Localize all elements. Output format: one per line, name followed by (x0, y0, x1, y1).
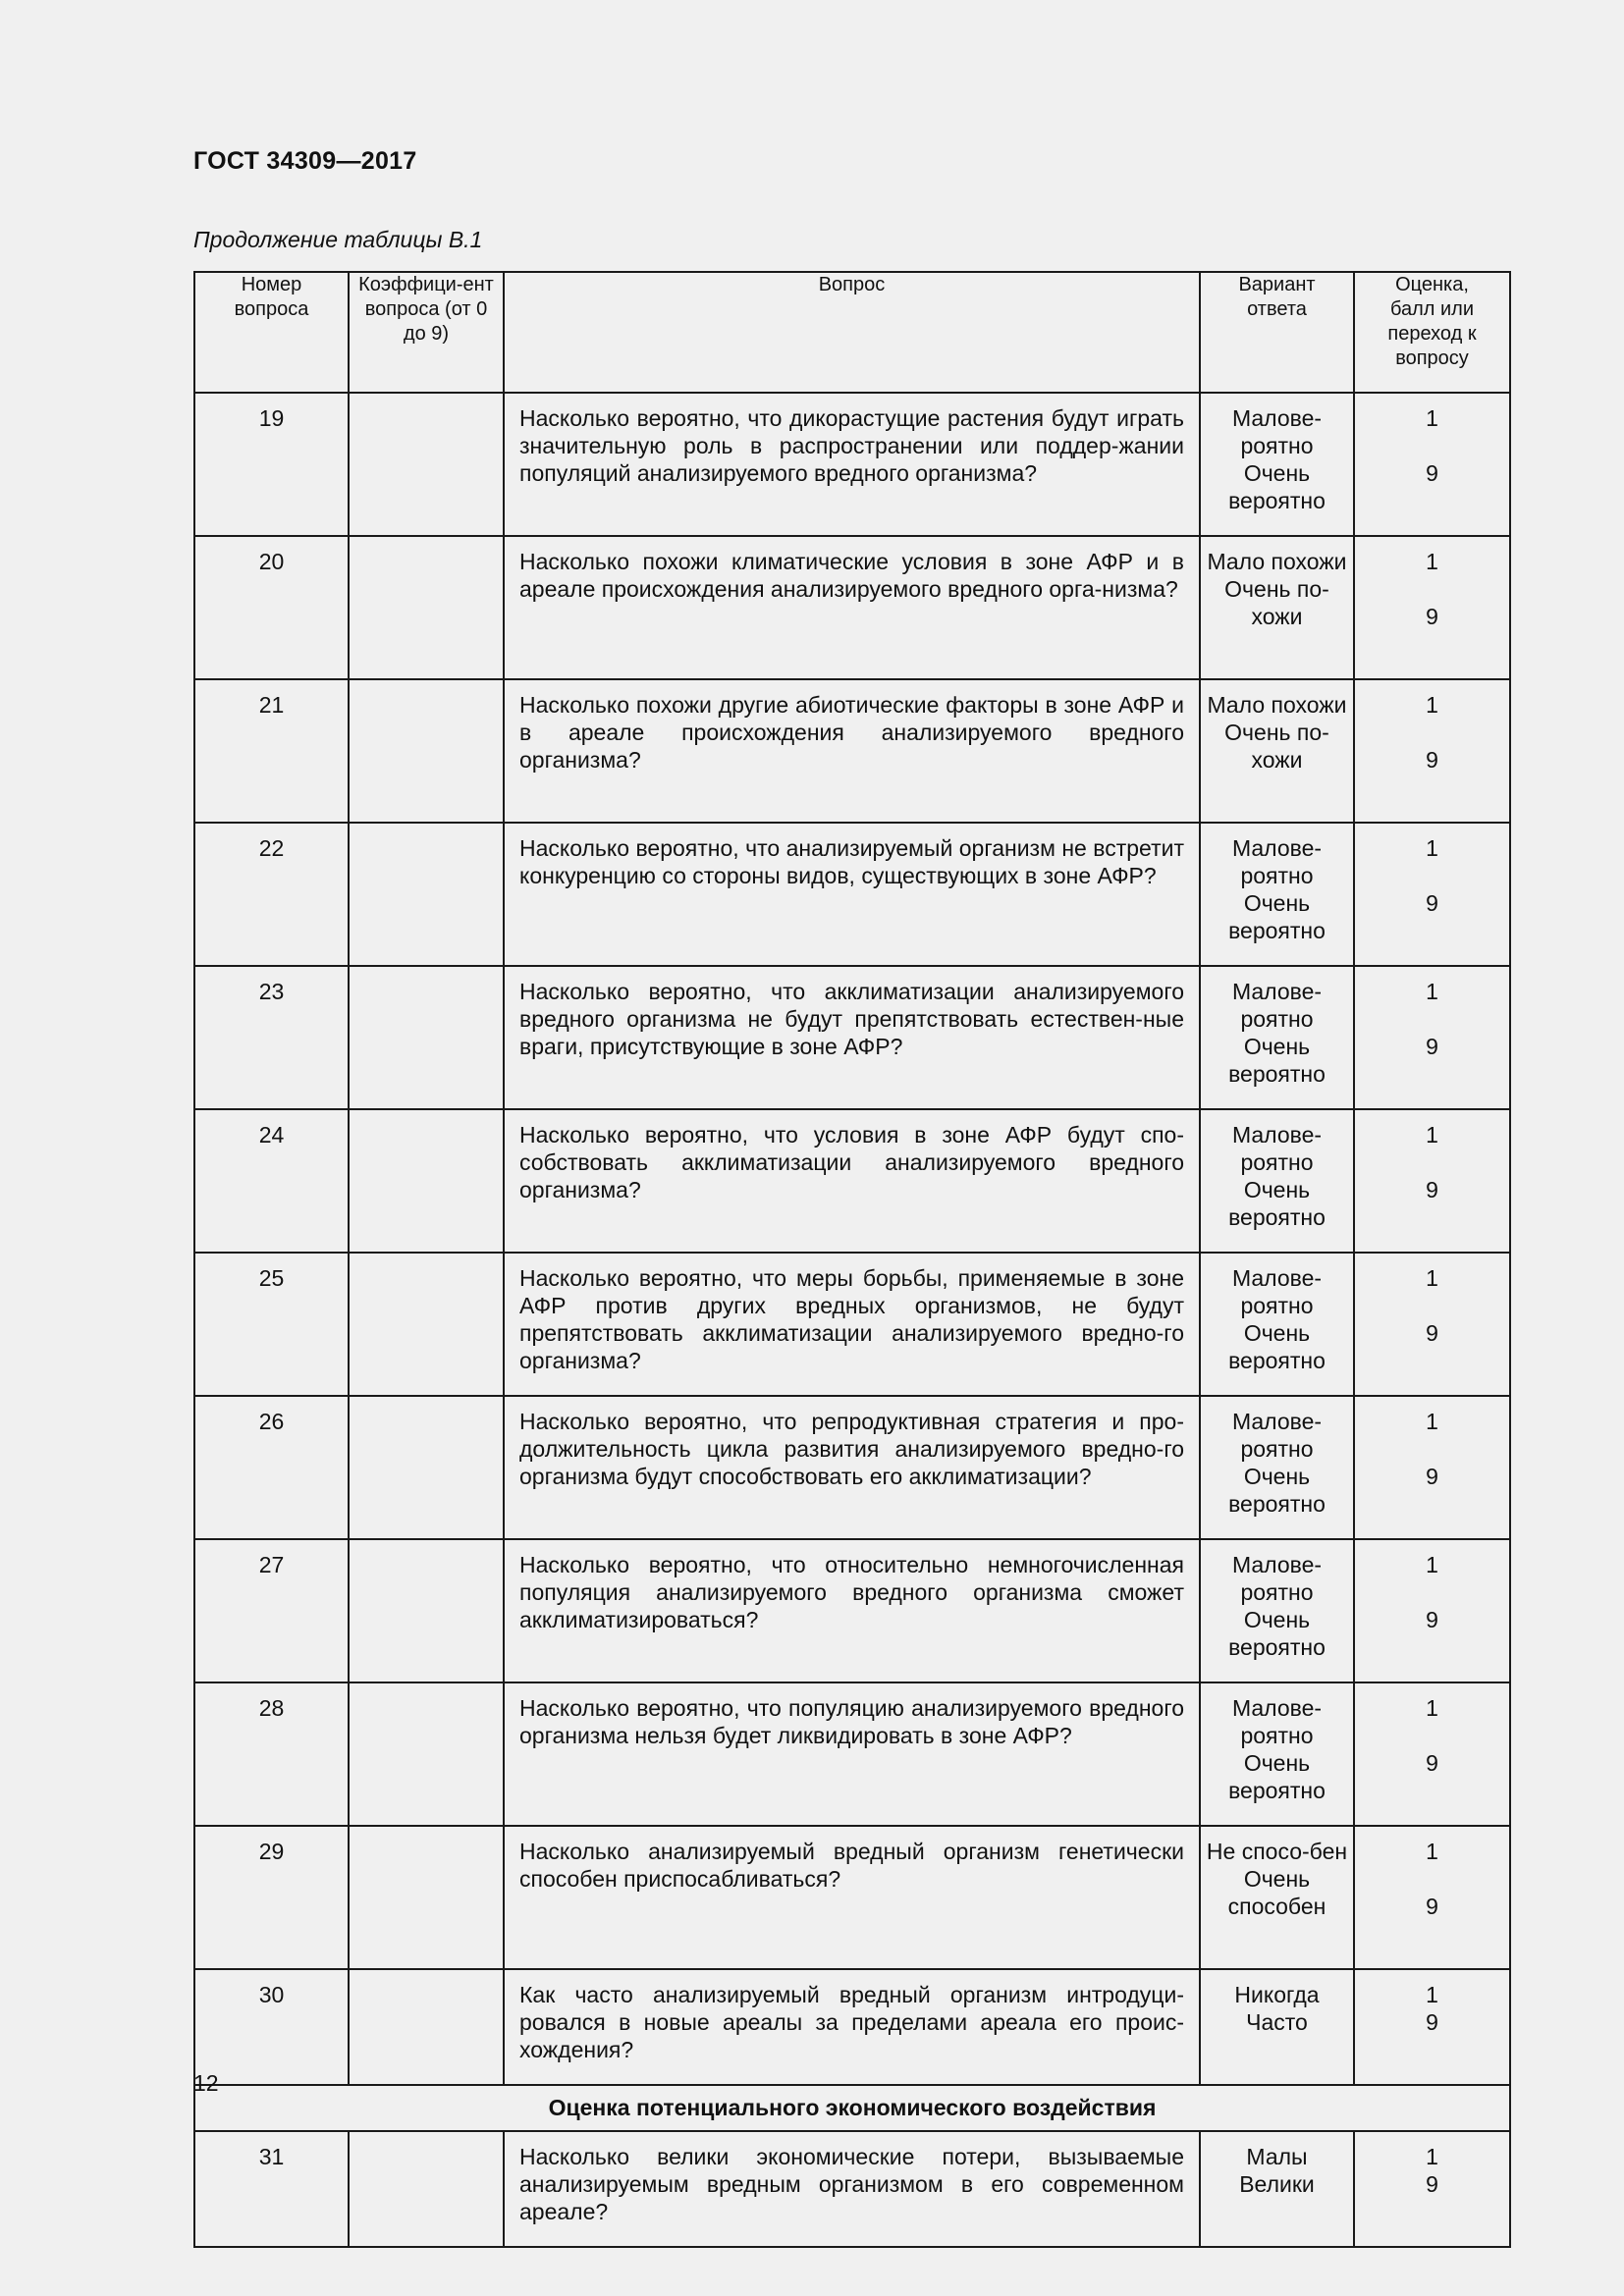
question-number: 28 (194, 1682, 349, 1826)
assessment-table (193, 271, 1511, 2248)
answer-options (1200, 1109, 1354, 1253)
score-low: 1 (1426, 979, 1438, 1004)
answer-options (1200, 1682, 1354, 1826)
answer-low: Малы (1246, 2144, 1308, 2169)
question-coefficient (349, 1253, 504, 1396)
table-row (194, 1969, 1510, 2085)
question-coefficient (349, 966, 504, 1109)
question-coefficient (349, 1682, 504, 1826)
table-row (194, 679, 1510, 823)
answer-low: Малове-роятно (1231, 1695, 1323, 1748)
question-coefficient (349, 1826, 504, 1969)
table-row (194, 1826, 1510, 1969)
table-row (194, 823, 1510, 966)
score-low: 1 (1426, 835, 1438, 861)
answer-options (1200, 1969, 1354, 2085)
score-values (1354, 823, 1510, 966)
answer-options (1200, 2131, 1354, 2247)
question-coefficient (349, 823, 504, 966)
answer-low: Малове-роятно (1231, 1552, 1323, 1605)
question-coefficient (349, 393, 504, 536)
question-coefficient (349, 2131, 504, 2247)
answer-options (1200, 679, 1354, 823)
column-header-coefficient: Коэффици-ент вопроса (от 0 до 9) (349, 272, 504, 393)
answer-low: Малове-роятно (1231, 1409, 1323, 1462)
score-high: 9 (1426, 1320, 1438, 1346)
question-number: 23 (194, 966, 349, 1109)
score-values (1354, 1109, 1510, 1253)
answer-high: Очень по-хожи (1224, 720, 1329, 773)
table-row (194, 1109, 1510, 1253)
question-text: Насколько вероятно, что популяцию анализируемого вредного организма нельзя будет ликвидировать в зоне АФР? (504, 1682, 1200, 1826)
question-text: Насколько похожи климатические условия в зоне АФР и в ареале происхождения анализируемого вредного орга-низма? (504, 536, 1200, 679)
score-low: 1 (1426, 1122, 1438, 1148)
question-coefficient (349, 679, 504, 823)
question-text: Насколько вероятно, что относительно немногочисленная популяция анализируемого вредного организма сможет акклиматизироваться? (504, 1539, 1200, 1682)
question-number: 26 (194, 1396, 349, 1539)
answer-high: Очень вероятно (1228, 890, 1326, 943)
question-number: 19 (194, 393, 349, 536)
answer-high: Очень по-хожи (1224, 576, 1329, 629)
table-row (194, 1682, 1510, 1826)
answer-high: Велики (1239, 2171, 1315, 2197)
question-text: Насколько вероятно, что дикорастущие растения будут играть значительную роль в распространении или поддер-жании популяций анализируемого вредного организма? (504, 393, 1200, 536)
score-high: 9 (1426, 1750, 1438, 1776)
section-heading-row (194, 2085, 1510, 2131)
score-high: 9 (1426, 1177, 1438, 1202)
question-number: 24 (194, 1109, 349, 1253)
answer-high: Очень способен (1227, 1866, 1326, 1919)
answer-options (1200, 393, 1354, 536)
table-continuation-caption: Продолжение таблицы В.1 (193, 227, 483, 252)
answer-low: Никогда (1234, 1982, 1320, 2007)
question-text: Насколько велики экономические потери, вызываемые анализируемым вредным организмом в его современном ареале? (504, 2131, 1200, 2247)
question-number: 22 (194, 823, 349, 966)
answer-options (1200, 1539, 1354, 1682)
table-row (194, 1539, 1510, 1682)
answer-high: Очень вероятно (1228, 1034, 1326, 1087)
question-text: Насколько анализируемый вредный организм генетически способен приспосабливаться? (504, 1826, 1200, 1969)
question-number: 31 (194, 2131, 349, 2247)
answer-high: Очень вероятно (1228, 1607, 1326, 1660)
answer-low: Мало похожи (1207, 692, 1347, 718)
question-coefficient (349, 1969, 504, 2085)
question-coefficient (349, 1396, 504, 1539)
answer-high: Очень вероятно (1228, 1464, 1326, 1517)
score-high: 9 (1426, 1034, 1438, 1059)
score-values (1354, 393, 1510, 536)
question-text: Насколько вероятно, что условия в зоне АФР будут спо-собствовать акклиматизации анализируемого вредного организма? (504, 1109, 1200, 1253)
column-header-score: Оценка, балл или переход к вопросу (1354, 272, 1510, 393)
page-number: 12 (193, 2070, 219, 2096)
score-low: 1 (1426, 1982, 1438, 2007)
answer-high: Часто (1246, 2009, 1308, 2035)
question-coefficient (349, 1539, 504, 1682)
question-coefficient (349, 536, 504, 679)
score-high: 9 (1426, 2171, 1438, 2197)
table-row (194, 966, 1510, 1109)
score-values (1354, 966, 1510, 1109)
answer-low: Малове-роятно (1231, 1122, 1323, 1175)
score-high: 9 (1426, 460, 1438, 486)
answer-options (1200, 1826, 1354, 1969)
table-header-row (194, 272, 1510, 393)
score-values (1354, 1396, 1510, 1539)
column-header-question: Вопрос (504, 272, 1200, 393)
table-row (194, 1253, 1510, 1396)
question-number: 29 (194, 1826, 349, 1969)
question-number: 21 (194, 679, 349, 823)
document-code: ГОСТ 34309—2017 (193, 147, 417, 175)
answer-options (1200, 1253, 1354, 1396)
table-row (194, 393, 1510, 536)
answer-options (1200, 1396, 1354, 1539)
score-high: 9 (1426, 1894, 1438, 1919)
answer-low: Малове-роятно (1231, 979, 1323, 1032)
question-text: Насколько вероятно, что репродуктивная стратегия и про-должительность цикла развития анализируемого вредно-го организма будут способствовать его акклиматизации? (504, 1396, 1200, 1539)
score-high: 9 (1426, 2009, 1438, 2035)
column-header-number: Номер вопроса (194, 272, 349, 393)
answer-high: Очень вероятно (1228, 1177, 1326, 1230)
score-high: 9 (1426, 1464, 1438, 1489)
score-low: 1 (1426, 1409, 1438, 1434)
question-number: 25 (194, 1253, 349, 1396)
score-low: 1 (1426, 1839, 1438, 1864)
score-low: 1 (1426, 692, 1438, 718)
score-high: 9 (1426, 604, 1438, 629)
score-values (1354, 679, 1510, 823)
column-header-answer: Вариант ответа (1200, 272, 1354, 393)
question-text: Насколько вероятно, что акклиматизации анализируемого вредного организма не будут препятствовать естествен-ные враги, присутствующие в зоне АФР? (504, 966, 1200, 1109)
table-row (194, 536, 1510, 679)
score-values (1354, 1539, 1510, 1682)
answer-high: Очень вероятно (1228, 1750, 1326, 1803)
question-text: Как часто анализируемый вредный организм интродуци-ровался в новые ареалы за пределами ареала его проис-хождения? (504, 1969, 1200, 2085)
question-text: Насколько вероятно, что анализируемый организм не встретит конкуренцию со стороны видов, существующих в зоне АФР? (504, 823, 1200, 966)
section-heading: Оценка потенциального экономического воздействия (194, 2085, 1510, 2131)
answer-high: Очень вероятно (1228, 460, 1326, 513)
table-row (194, 1396, 1510, 1539)
score-values (1354, 1682, 1510, 1826)
score-high: 9 (1426, 747, 1438, 773)
question-text: Насколько вероятно, что меры борьбы, применяемые в зоне АФР против других вредных организмов, не будут препятствовать акклиматизации анализируемого вредно-го организма? (504, 1253, 1200, 1396)
score-values (1354, 1253, 1510, 1396)
question-coefficient (349, 1109, 504, 1253)
table-row (194, 2131, 1510, 2247)
score-low: 1 (1426, 549, 1438, 574)
score-low: 1 (1426, 405, 1438, 431)
score-low: 1 (1426, 1695, 1438, 1721)
score-low: 1 (1426, 1552, 1438, 1577)
answer-high: Очень вероятно (1228, 1320, 1326, 1373)
score-values (1354, 1826, 1510, 1969)
question-number: 27 (194, 1539, 349, 1682)
answer-options (1200, 536, 1354, 679)
score-values (1354, 536, 1510, 679)
answer-low: Мало похожи (1207, 549, 1347, 574)
answer-low: Малове-роятно (1231, 405, 1323, 458)
score-low: 1 (1426, 2144, 1438, 2169)
answer-options (1200, 966, 1354, 1109)
question-number: 20 (194, 536, 349, 679)
question-text: Насколько похожи другие абиотические факторы в зоне АФР и в ареале происхождения анализируемого вредного организма? (504, 679, 1200, 823)
score-values (1354, 1969, 1510, 2085)
question-number: 30 (194, 1969, 349, 2085)
answer-low: Малове-роятно (1231, 835, 1323, 888)
answer-options (1200, 823, 1354, 966)
score-high: 9 (1426, 1607, 1438, 1632)
score-low: 1 (1426, 1265, 1438, 1291)
answer-low: Малове-роятно (1231, 1265, 1323, 1318)
score-values (1354, 2131, 1510, 2247)
score-high: 9 (1426, 890, 1438, 916)
answer-low: Не спосо-бен (1206, 1839, 1348, 1864)
